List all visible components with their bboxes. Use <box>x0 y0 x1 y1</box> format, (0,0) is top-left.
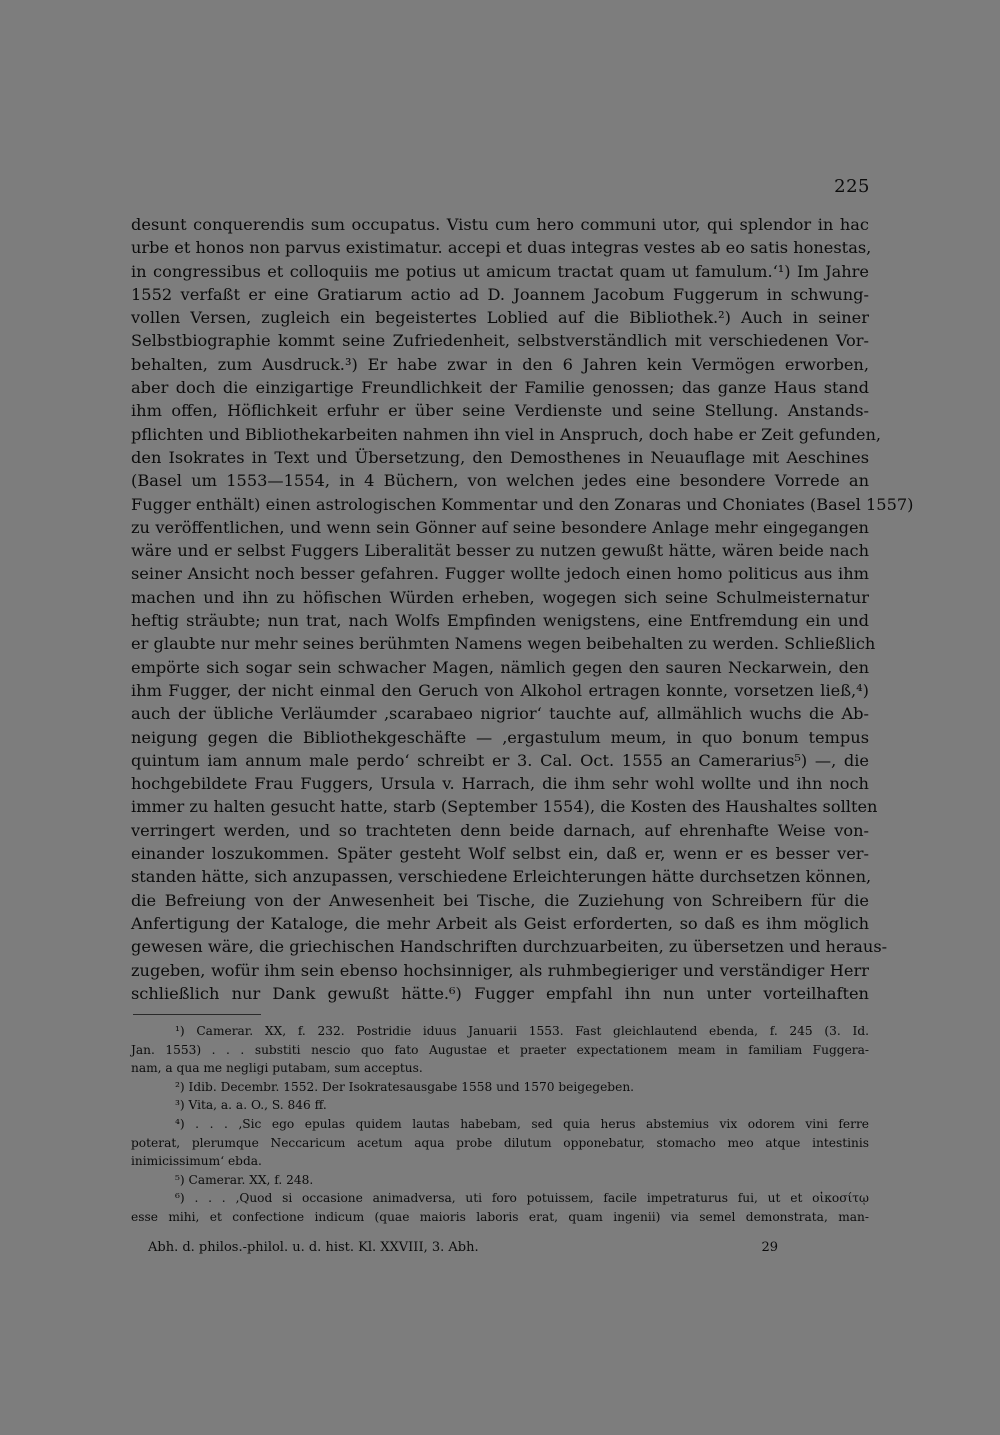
footnote-line: ⁵) Camerar. XX, f. 248. <box>175 1172 314 1187</box>
text-line: wäre und er selbst Fuggers Liberalität besser zu nutzen gewußt hätte, wären beide nach <box>131 541 869 561</box>
text-line: zu veröffentlichen, und wenn sein Gönner auf seine besondere Anlage mehr eingegangen <box>131 517 869 537</box>
text-line: Anfertigung der Kataloge, die mehr Arbeit als Geist erforderten, so daß es ihm möglich <box>131 913 869 933</box>
text-line: (Basel um 1553—1554, in 4 Büchern, von welchen jedes eine besondere Vorrede an <box>131 471 869 491</box>
text-line: in congressibus et colloquiis me potius ut amicum tractat quam ut famulum.‘¹) Im Jahre <box>131 261 869 281</box>
page-number: 225 <box>834 176 870 197</box>
text-line: aber doch die einzigartige Freundlichkeit der Familie genossen; das ganze Haus stand <box>131 378 869 398</box>
text-line: hochgebildete Frau Fuggers, Ursula v. Harrach, die ihm sehr wohl wollte und ihn noch <box>131 774 869 794</box>
text-line: zugeben, wofür ihm sein ebenso hochsinniger, als ruhmbegieriger und verständiger Herr <box>131 960 869 980</box>
footnotes <box>131 1022 869 1227</box>
footnote-line: ¹) Camerar. XX, f. 232. Postridie iduus Januarii 1553. Fast gleichlautend ebenda, f. 245 (3. Id. <box>175 1024 869 1038</box>
footnote-line: inimicissimum‘ ebda. <box>131 1154 262 1169</box>
footnote-line: ³) Vita, a. a. O., S. 846 ff. <box>175 1098 327 1113</box>
text-line: quintum iam annum male perdo‘ schreibt er 3. Cal. Oct. 1555 an Camerarius⁵) —, die <box>131 750 869 770</box>
footer-series-title: Abh. d. philos.-philol. u. d. hist. Kl. XXVIII, 3. Abh. <box>148 1240 479 1255</box>
text-line: verringert werden, und so trachteten denn beide darnach, auf ehrenhafte Weise von- <box>131 820 869 840</box>
text-line: Selbstbiographie kommt seine Zufriedenheit, selbstverständlich mit verschiedenen Vor- <box>131 331 869 351</box>
text-line: neigung gegen die Bibliothekgeschäfte — ‚ergastulum meum, in quo bonum tempus <box>131 727 869 747</box>
footnote-line: ²) Idib. Decembr. 1552. Der Isokratesausgabe 1558 und 1570 beigegeben. <box>175 1079 635 1094</box>
footnote-line: ⁴) . . . ‚Sic ego epulas quidem lautas habebam, sed quia herus abstemius vix odorem vini ferre <box>175 1116 869 1131</box>
text-line: schließlich nur Dank gewußt hätte.⁶) Fugger empfahl ihn nun unter vorteilhaften <box>131 983 869 1003</box>
text-line: gewesen wäre, die griechischen Handschriften durchzuarbeiten, zu übersetzen und heraus- <box>131 937 888 957</box>
text-line: Fugger enthält) einen astrologischen Kommentar und den Zonaras und Choniates (Basel 1557) <box>131 494 914 514</box>
text-line: desunt conquerendis sum occupatus. Vistu cum hero communi utor, qui splendor in hac <box>131 215 869 234</box>
text-line: ihm offen, Höflichkeit erfuhr er über seine Verdienste und seine Stellung. Anstands- <box>131 401 869 421</box>
body-text <box>131 213 914 1005</box>
text-line: behalten, zum Ausdruck.³) Er habe zwar in den 6 Jahren kein Vermögen erworben, <box>131 354 869 374</box>
footnote-line: nam, a qua me negligi putabam, sum acceptus. <box>131 1061 423 1076</box>
footer-signature-number: 29 <box>761 1240 778 1255</box>
footnote-line: esse mihi, et confectione indicum (quae maioris laboris erat, quam ingenii) via semel demonstrata, man- <box>131 1209 869 1224</box>
text-line: empörte sich sogar sein schwacher Magen, nämlich gegen den sauren Neckarwein, den <box>131 657 869 677</box>
text-line: einander loszukommen. Später gesteht Wolf selbst ein, daß er, wenn er es besser ver- <box>131 844 869 864</box>
text-line: seiner Ansicht noch besser gefahren. Fugger wollte jedoch einen homo politicus aus ihm <box>131 564 869 584</box>
text-line: immer zu halten gesucht hatte, starb (September 1554), die Kosten des Haushaltes sollten <box>131 797 878 817</box>
footnote-line: Jan. 1553) . . . substiti nescio quo fato Augustae et praeter expectationem meam in familiam Fuggera- <box>131 1042 869 1057</box>
text-line: auch der übliche Verläumder ‚scarabaeo nigrior‘ tauchte auf, allmählich wuchs die Ab- <box>131 704 869 724</box>
text-line: er glaubte nur mehr seines berühmten Namens wegen beibehalten zu werden. Schließlich <box>131 634 876 654</box>
footnote-line: ⁶) . . . ‚Quod si occasione animadversa, uti foro potuissem, facile impetraturus fui, ut et οἰκοσίτῳ <box>175 1191 869 1206</box>
text-line: pflichten und Bibliothekarbeiten nahmen ihn viel in Anspruch, doch habe er Zeit gefunden, <box>131 424 882 444</box>
text-line: urbe et honos non parvus existimatur. accepi et duas integras vestes ab eo satis honestas, <box>131 238 872 258</box>
footnote-line: poterat, plerumque Neccaricum acetum aqua probe dilutum opponebatur, stomacho meo atque intestinis <box>131 1135 869 1150</box>
text-line: 1552 verfaßt er eine Gratiarum actio ad D. Joannem Jacobum Fuggerum in schwung- <box>131 284 869 304</box>
text-line: standen hätte, sich anzupassen, verschiedene Erleichterungen hätte durchsetzen können, <box>131 867 872 887</box>
text-line: machen und ihn zu höfischen Würden erheben, wogegen sich seine Schulmeisternatur <box>131 587 869 607</box>
text-line: ihm Fugger, der nicht einmal den Geruch von Alkohol ertragen konnte, vorsetzen ließ,⁴) <box>131 680 869 700</box>
page-footer <box>148 1240 778 1260</box>
text-line: die Befreiung von der Anwesenheit bei Tische, die Zuziehung von Schreibern für die <box>131 890 869 910</box>
text-line: den Isokrates in Text und Übersetzung, den Demosthenes in Neuauflage mit Aeschines <box>131 447 869 467</box>
footnote-separator <box>133 1014 261 1015</box>
text-line: heftig sträubte; nun trat, nach Wolfs Empfinden wenigstens, eine Entfremdung ein und <box>131 611 869 631</box>
text-line: vollen Versen, zugleich ein begeistertes Loblied auf die Bibliothek.²) Auch in seiner <box>131 308 869 328</box>
